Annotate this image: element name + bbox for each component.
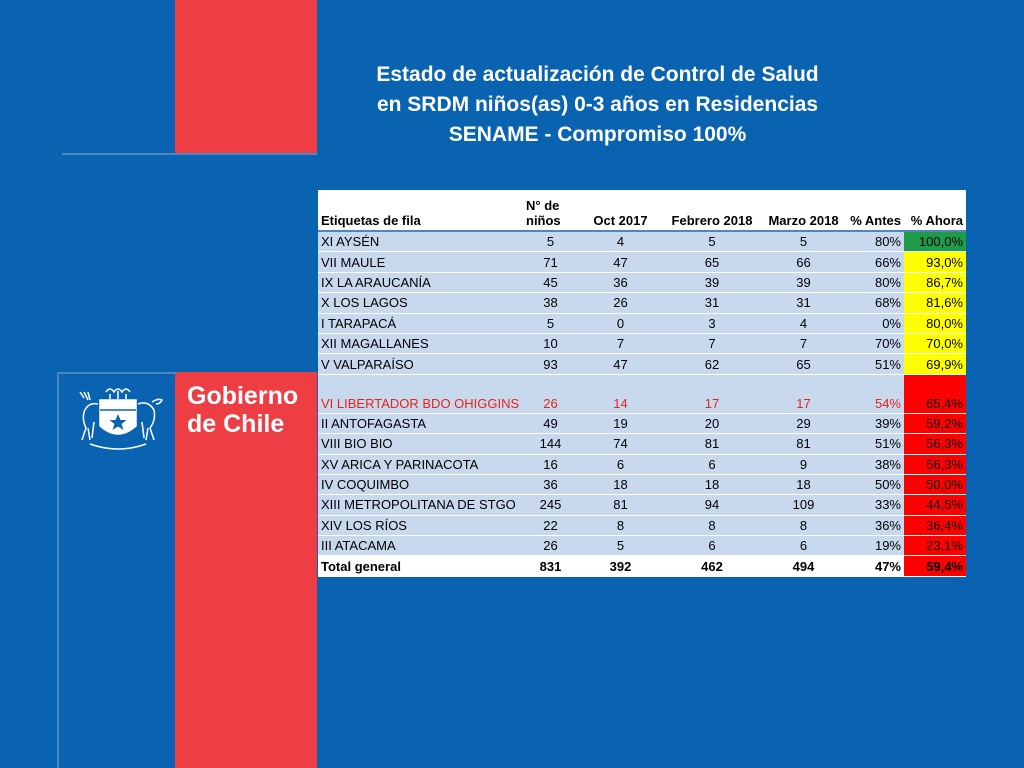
cell-region: VI LIBERTADOR BDO OHIGGINS — [318, 374, 523, 413]
divider-line-top — [62, 153, 317, 155]
cell-mar: 9 — [761, 454, 846, 474]
cell-region: IX LA ARAUCANÍA — [318, 272, 523, 292]
cell-ahora: 56,3% — [904, 434, 966, 454]
table-row — [318, 272, 966, 292]
cell-ninos: 49 — [523, 413, 578, 433]
cell-mar: 81 — [761, 434, 846, 454]
cell-ahora: 59,4% — [904, 556, 966, 576]
cell-ninos: 831 — [523, 556, 578, 576]
table-row — [318, 333, 966, 353]
cell-region: VII MAULE — [318, 252, 523, 272]
cell-feb: 8 — [663, 515, 761, 535]
cell-ninos: 10 — [523, 333, 578, 353]
cell-oct: 6 — [578, 454, 663, 474]
cell-region: II ANTOFAGASTA — [318, 413, 523, 433]
cell-antes: 50% — [846, 474, 904, 494]
cell-antes: 19% — [846, 536, 904, 556]
cell-ninos: 38 — [523, 293, 578, 313]
cell-feb: 81 — [663, 434, 761, 454]
table-header-row — [318, 190, 966, 231]
cell-feb: 7 — [663, 333, 761, 353]
divider-line-mid — [57, 372, 177, 374]
table-row — [318, 434, 966, 454]
cell-oct: 26 — [578, 293, 663, 313]
cell-feb: 18 — [663, 474, 761, 494]
cell-ninos: 245 — [523, 495, 578, 515]
gobierno-de-chile-logo — [187, 382, 298, 438]
cell-feb: 6 — [663, 454, 761, 474]
cell-feb: 17 — [663, 374, 761, 413]
cell-antes: 66% — [846, 252, 904, 272]
cell-ninos: 93 — [523, 354, 578, 374]
cell-oct: 8 — [578, 515, 663, 535]
cell-feb: 31 — [663, 293, 761, 313]
cell-ahora: 50,0% — [904, 474, 966, 494]
table-row — [318, 474, 966, 494]
table-row — [318, 413, 966, 433]
cell-mar: 66 — [761, 252, 846, 272]
cell-feb: 462 — [663, 556, 761, 576]
cell-antes: 70% — [846, 333, 904, 353]
header-ahora: % Ahora — [904, 190, 966, 231]
cell-antes: 51% — [846, 354, 904, 374]
table-row — [318, 354, 966, 374]
cell-oct: 74 — [578, 434, 663, 454]
cell-antes: 68% — [846, 293, 904, 313]
cell-feb: 39 — [663, 272, 761, 292]
cell-antes: 47% — [846, 556, 904, 576]
table-row — [318, 495, 966, 515]
cell-oct: 36 — [578, 272, 663, 292]
cell-antes: 0% — [846, 313, 904, 333]
cell-feb: 94 — [663, 495, 761, 515]
cell-ahora: 65,4% — [904, 374, 966, 413]
cell-feb: 3 — [663, 313, 761, 333]
table-row — [318, 515, 966, 535]
cell-mar: 18 — [761, 474, 846, 494]
cell-mar: 29 — [761, 413, 846, 433]
table-row — [318, 454, 966, 474]
cell-oct: 392 — [578, 556, 663, 576]
cell-ahora: 59,2% — [904, 413, 966, 433]
cell-ahora: 36,4% — [904, 515, 966, 535]
brand-line-2: de Chile — [187, 410, 285, 438]
cell-region: XII MAGALLANES — [318, 333, 523, 353]
header-region: Etiquetas de fila — [318, 190, 523, 231]
table-row — [318, 374, 966, 413]
cell-antes: 80% — [846, 231, 904, 252]
cell-mar: 4 — [761, 313, 846, 333]
cell-ahora: 44,5% — [904, 495, 966, 515]
cell-mar: 17 — [761, 374, 846, 413]
header-mar: Marzo 2018 — [761, 190, 846, 231]
cell-antes: 33% — [846, 495, 904, 515]
cell-mar: 7 — [761, 333, 846, 353]
cell-region: X LOS LAGOS — [318, 293, 523, 313]
cell-ninos: 22 — [523, 515, 578, 535]
cell-mar: 6 — [761, 536, 846, 556]
cell-ninos: 26 — [523, 536, 578, 556]
title-line-2: en SRDM niños(as) 0-3 años en Residencias — [376, 93, 819, 116]
cell-ahora: 23,1% — [904, 536, 966, 556]
cell-antes: 39% — [846, 413, 904, 433]
cell-mar: 39 — [761, 272, 846, 292]
cell-ahora: 70,0% — [904, 333, 966, 353]
cell-ahora: 86,7% — [904, 272, 966, 292]
brand-line-1: Gobierno — [187, 382, 299, 410]
cell-ninos: 71 — [523, 252, 578, 272]
cell-mar: 5 — [761, 231, 846, 252]
cell-region: VIII BIO BIO — [318, 434, 523, 454]
cell-mar: 65 — [761, 354, 846, 374]
table-row — [318, 313, 966, 333]
cell-ninos: 45 — [523, 272, 578, 292]
cell-oct: 0 — [578, 313, 663, 333]
cell-ahora: 81,6% — [904, 293, 966, 313]
cell-ahora: 69,9% — [904, 354, 966, 374]
cell-oct: 5 — [578, 536, 663, 556]
table-body — [318, 231, 966, 576]
cell-mar: 494 — [761, 556, 846, 576]
cell-ninos: 36 — [523, 474, 578, 494]
cell-antes: 36% — [846, 515, 904, 535]
cell-region: III ATACAMA — [318, 536, 523, 556]
cell-region: I TARAPACÁ — [318, 313, 523, 333]
cell-ahora: 93,0% — [904, 252, 966, 272]
cell-oct: 47 — [578, 354, 663, 374]
cell-feb: 62 — [663, 354, 761, 374]
cell-feb: 5 — [663, 231, 761, 252]
cell-feb: 6 — [663, 536, 761, 556]
red-accent-bar-top — [175, 0, 317, 153]
cell-oct: 18 — [578, 474, 663, 494]
title-line-3: SENAME - Compromiso 100% — [448, 123, 747, 146]
table-row — [318, 252, 966, 272]
cell-oct: 81 — [578, 495, 663, 515]
cell-ninos: 5 — [523, 313, 578, 333]
cell-ninos: 5 — [523, 231, 578, 252]
cell-ninos: 16 — [523, 454, 578, 474]
cell-antes: 51% — [846, 434, 904, 454]
cell-region: XIII METROPOLITANA DE STGO — [318, 495, 523, 515]
header-antes: % Antes — [846, 190, 904, 231]
cell-feb: 65 — [663, 252, 761, 272]
title-line-1: Estado de actualización de Control de Salud — [376, 63, 819, 86]
divider-line-vertical — [57, 372, 59, 768]
cell-ahora: 80,0% — [904, 313, 966, 333]
cell-region: Total general — [318, 556, 523, 576]
cell-region: V VALPARAÍSO — [318, 354, 523, 374]
header-feb: Febrero 2018 — [663, 190, 761, 231]
slide-title — [340, 60, 855, 150]
table-total-row — [318, 556, 966, 576]
cell-antes: 80% — [846, 272, 904, 292]
cell-ahora: 100,0% — [904, 231, 966, 252]
cell-region: XV ARICA Y PARINACOTA — [318, 454, 523, 474]
health-control-table — [318, 190, 966, 577]
cell-mar: 109 — [761, 495, 846, 515]
header-oct: Oct 2017 — [578, 190, 663, 231]
cell-region: IV COQUIMBO — [318, 474, 523, 494]
cell-oct: 7 — [578, 333, 663, 353]
cell-oct: 14 — [578, 374, 663, 413]
cell-oct: 19 — [578, 413, 663, 433]
cell-oct: 47 — [578, 252, 663, 272]
cell-ninos: 26 — [523, 374, 578, 413]
cell-mar: 31 — [761, 293, 846, 313]
table-row — [318, 231, 966, 252]
cell-region: XIV LOS RÍOS — [318, 515, 523, 535]
cell-ahora: 56,3% — [904, 454, 966, 474]
chile-coat-of-arms-icon — [70, 382, 166, 454]
table-row — [318, 293, 966, 313]
header-ninos: N° de niños — [523, 190, 578, 231]
table-row — [318, 536, 966, 556]
cell-feb: 20 — [663, 413, 761, 433]
cell-oct: 4 — [578, 231, 663, 252]
cell-ninos: 144 — [523, 434, 578, 454]
cell-mar: 8 — [761, 515, 846, 535]
cell-region: XI AYSÉN — [318, 231, 523, 252]
cell-antes: 38% — [846, 454, 904, 474]
cell-antes: 54% — [846, 374, 904, 413]
